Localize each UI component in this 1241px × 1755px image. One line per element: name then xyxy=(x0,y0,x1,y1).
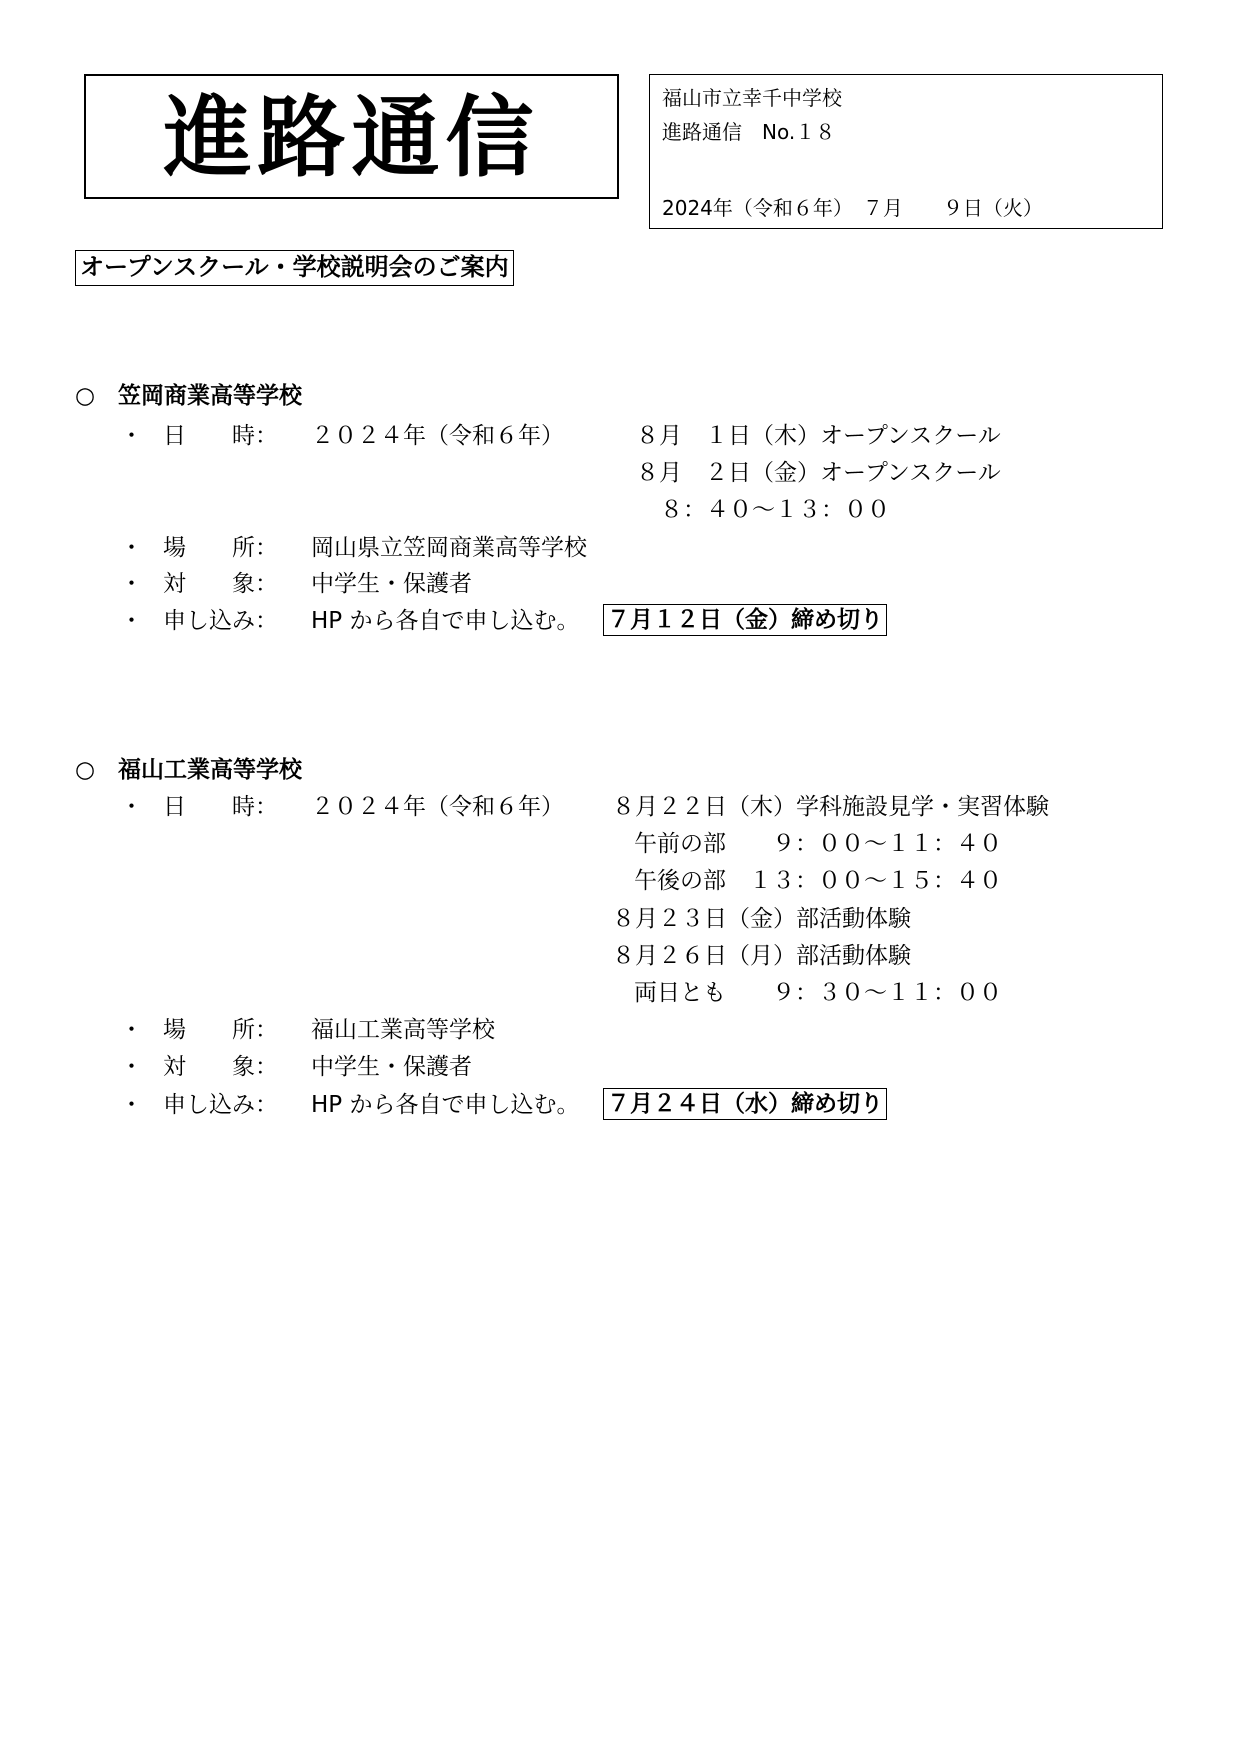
section-marker: ○ xyxy=(75,383,96,409)
bullet: ・ xyxy=(120,571,143,597)
place-label: 場 所： xyxy=(163,535,278,561)
bullet: ・ xyxy=(120,535,143,561)
section-heading: オープンスクール・学校説明会のご案内 xyxy=(75,250,514,286)
newsletter-title: 進路通信 xyxy=(163,86,540,189)
apply-value: HP から各自で申し込む。 xyxy=(311,608,580,634)
schedule-line: ８月２６日（月）部活動体験 xyxy=(612,943,911,969)
apply-value: HP から各自で申し込む。 xyxy=(311,1092,580,1118)
issue-number: 進路通信 No.１８ xyxy=(662,120,836,144)
place-value: 福山工業高等学校 xyxy=(311,1017,495,1043)
target-label: 対 象： xyxy=(163,1054,278,1080)
bullet: ・ xyxy=(120,608,143,634)
title-box xyxy=(84,74,619,199)
schedule-line: 午後の部 １３：００～１５：４０ xyxy=(634,868,1002,894)
issue-info-box xyxy=(649,74,1163,229)
schedule-line: ８月２３日（金）部活動体験 xyxy=(612,906,911,932)
issue-date: 2024年（令和６年） ７月 ９日（火） xyxy=(662,196,1043,220)
deadline-box: ７月１２日（金）締め切り xyxy=(603,604,887,636)
schedule-label: 日 時： xyxy=(163,423,278,449)
apply-label: 申し込み： xyxy=(163,608,278,634)
schedule-line: ８月２２日（木）学科施設見学・実習体験 xyxy=(612,794,1049,820)
schedule-line: ８月 １日（木）オープンスクール xyxy=(636,423,1001,449)
schedule-line: ８月 ２日（金）オープンスクール xyxy=(636,460,1001,486)
schedule-year: ２０２４年（令和６年） xyxy=(311,423,564,449)
schedule-time: ８：４０～１３：００ xyxy=(660,497,890,523)
schedule-year: ２０２４年（令和６年） xyxy=(311,794,564,820)
bullet: ・ xyxy=(120,1017,143,1043)
bullet: ・ xyxy=(120,1092,143,1118)
school-title: 笠岡商業高等学校 xyxy=(118,383,302,409)
target-value: 中学生・保護者 xyxy=(311,1054,472,1080)
schedule-line: 両日とも ９：３０～１１：００ xyxy=(634,980,1002,1006)
apply-label: 申し込み： xyxy=(163,1092,278,1118)
target-label: 対 象： xyxy=(163,571,278,597)
target-value: 中学生・保護者 xyxy=(311,571,472,597)
place-label: 場 所： xyxy=(163,1017,278,1043)
schedule-label: 日 時： xyxy=(163,794,278,820)
school-title: 福山工業高等学校 xyxy=(118,757,302,783)
schedule-line: 午前の部 ９：００～１１：４０ xyxy=(634,831,1002,857)
bullet: ・ xyxy=(120,423,143,449)
place-value: 岡山県立笠岡商業高等学校 xyxy=(311,535,587,561)
school-name: 福山市立幸千中学校 xyxy=(662,86,842,110)
deadline-box: ７月２４日（水）締め切り xyxy=(603,1088,887,1120)
bullet: ・ xyxy=(120,1054,143,1080)
section-marker: ○ xyxy=(75,757,96,783)
bullet: ・ xyxy=(120,794,143,820)
